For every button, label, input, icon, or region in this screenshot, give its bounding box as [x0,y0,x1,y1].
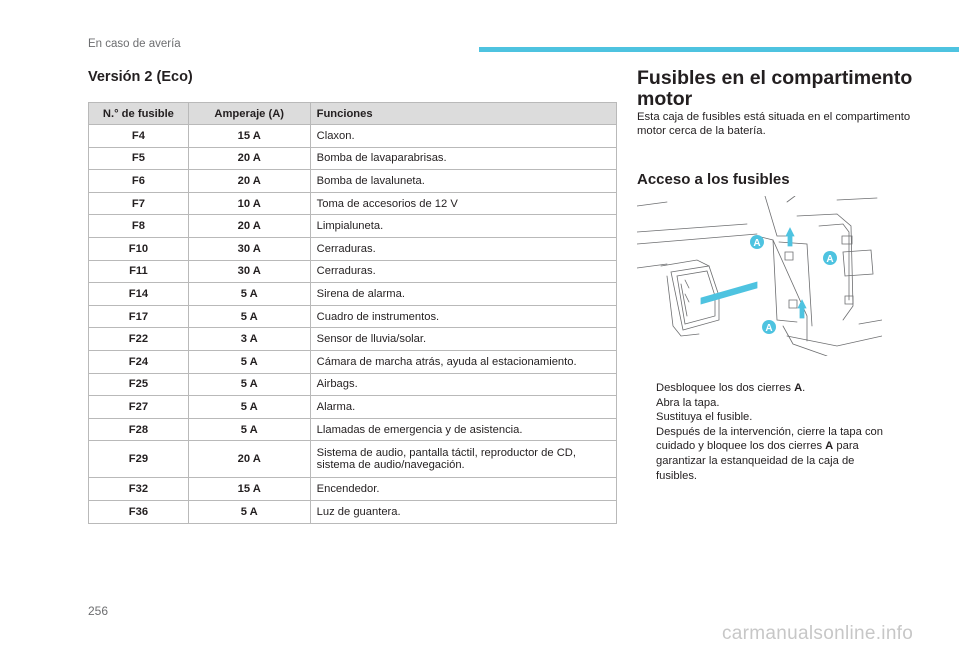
table-row [89,350,617,373]
table-row [89,305,617,328]
table-row [89,478,617,501]
column-header-amperage: Amperaje (A) [188,103,310,125]
amperage-cell: 5 A [188,305,310,328]
fuse-number-cell: F28 [89,418,189,441]
svg-text:A: A [753,238,761,249]
table-section-title: Versión 2 (Eco) [88,69,193,85]
function-cell: Cámara de marcha atrás, ayuda al estacionamiento. [310,350,616,373]
lock-label: A [825,440,834,453]
page-title: Fusibles en el compartimento motor [637,67,913,110]
amperage-cell: 30 A [188,260,310,283]
function-cell: Toma de accesorios de 12 V [310,192,616,215]
function-cell: Llamadas de emergencia y de asistencia. [310,418,616,441]
fuse-number-cell: F24 [89,350,189,373]
svg-text:A: A [826,254,834,265]
marker-a-right [823,251,837,265]
amperage-cell: 5 A [188,396,310,419]
function-cell: Bomba de lavaparabrisas. [310,147,616,170]
fuse-number-cell: F11 [89,260,189,283]
fuse-number-cell: F22 [89,328,189,351]
function-cell: Encendedor. [310,478,616,501]
fuse-number-cell: F10 [89,237,189,260]
function-cell: Claxon. [310,125,616,148]
amperage-cell: 5 A [188,350,310,373]
fuse-number-cell: F29 [89,441,189,478]
fuse-number-cell: F6 [89,170,189,193]
table-row [89,192,617,215]
instruction-step: Desbloquee los dos cierres A. [656,382,806,394]
fuse-number-cell: F14 [89,283,189,306]
amperage-cell: 30 A [188,237,310,260]
table-row [89,373,617,396]
marker-a-bottom [762,320,776,334]
section-header: En caso de avería [88,38,181,50]
fuse-table-body [89,125,617,524]
svg-text:A: A [765,323,773,334]
amperage-cell: 10 A [188,192,310,215]
function-cell: Sirena de alarma. [310,283,616,306]
table-row [89,441,617,478]
marker-a-top [750,235,764,249]
amperage-cell: 5 A [188,373,310,396]
function-cell: Bomba de lavaluneta. [310,170,616,193]
fuse-number-cell: F17 [89,305,189,328]
watermark: carmanualsonline.info [722,623,914,644]
table-row [89,170,617,193]
function-cell: Alarma. [310,396,616,419]
pointer-arrow [701,282,757,304]
amperage-cell: 20 A [188,215,310,238]
table-row [89,396,617,419]
function-cell: Sistema de audio, pantalla táctil, reproductor de CD, sistema de audio/navegación. [310,441,616,478]
intro-text: Esta caja de fusibles está situada en el compartimento motor cerca de la batería. [637,111,911,137]
instruction-step: Abra la tapa. [656,396,720,409]
fuse-number-cell: F7 [89,192,189,215]
table-row [89,125,617,148]
amperage-cell: 20 A [188,170,310,193]
header-accent-bar [479,47,959,52]
table-row [89,418,617,441]
table-header-row [89,103,617,125]
fuse-number-cell: F25 [89,373,189,396]
table-row [89,215,617,238]
amperage-cell: 15 A [188,125,310,148]
column-header-functions: Funciones [310,103,616,125]
instruction-step: Sustituya el fusible. [656,411,753,424]
function-cell: Cerraduras. [310,237,616,260]
amperage-cell: 5 A [188,283,310,306]
fuse-number-cell: F27 [89,396,189,419]
table-row [89,500,617,523]
amperage-cell: 15 A [188,478,310,501]
function-cell: Cerraduras. [310,260,616,283]
amperage-cell: 5 A [188,500,310,523]
amperage-cell: 20 A [188,147,310,170]
unlock-arrow-down [798,300,806,318]
table-row [89,147,617,170]
column-header-fuse-number: N.° de fusible [89,103,189,125]
subsection-title: Acceso a los fusibles [637,171,790,188]
function-cell: Luz de guantera. [310,500,616,523]
table-row [89,260,617,283]
amperage-cell: 5 A [188,418,310,441]
fuse-number-cell: F5 [89,147,189,170]
function-cell: Cuadro de instrumentos. [310,305,616,328]
instruction-step: Después de la intervención, cierre la tapa con cuidado y bloquee los dos cierres A para garantizar la estanqueidad de la caja de fusibles. [656,425,883,482]
fuse-box-illustration [637,196,882,356]
fuse-number-cell: F4 [89,125,189,148]
page-number: 256 [88,604,109,618]
table-row [89,237,617,260]
function-cell: Sensor de lluvia/solar. [310,328,616,351]
fuse-number-cell: F36 [89,500,189,523]
table-row [89,283,617,306]
function-cell: Airbags. [310,373,616,396]
amperage-cell: 20 A [188,441,310,478]
lock-label: A [794,382,803,394]
fuse-table [88,102,617,524]
amperage-cell: 3 A [188,328,310,351]
fuse-number-cell: F8 [89,215,189,238]
function-cell: Limpialuneta. [310,215,616,238]
fuse-number-cell: F32 [89,478,189,501]
instruction-list [637,381,887,483]
table-row [89,328,617,351]
